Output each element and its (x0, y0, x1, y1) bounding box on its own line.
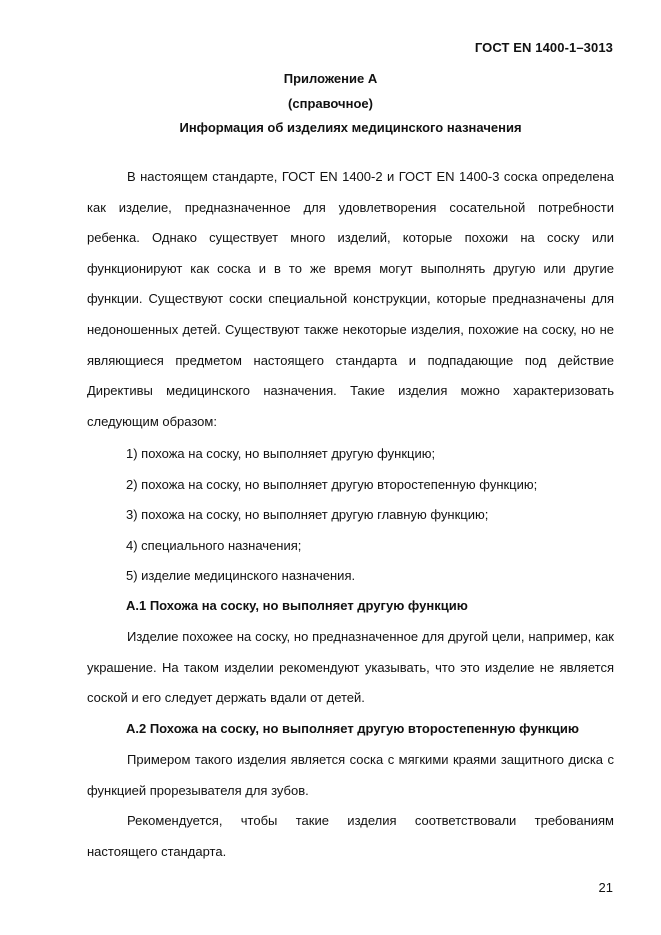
list-item: 4) специального назначения; (126, 538, 302, 553)
section-heading-a2: А.2 Похожа на соску, но выполняет другую второстепенную функцию (126, 721, 580, 736)
section-a2-paragraph-1: Примером такого изделия является соска с мягкими краями защитного диска с функцией прорезывателя для зубов. (87, 752, 614, 798)
annex-type: (справочное) (288, 96, 373, 111)
list-item: 2) похожа на соску, но выполняет другую второстепенную функцию; (126, 477, 538, 492)
section-a1-paragraph: Изделие похожее на соску, но предназначенное для другой цели, например, как украшение. На таком изделии рекомендуют указывать, что это изделие не является соской и его следует держать вдали от детей. (87, 629, 614, 706)
page-number: 21 (598, 880, 613, 895)
section-a2-paragraph-2: Рекомендуется, чтобы такие изделия соответствовали требованиям настоящего стандарта. (87, 813, 614, 859)
document-code: ГОСТ EN 1400-1–3013 (474, 40, 613, 55)
intro-paragraph: В настоящем стандарте, ГОСТ EN 1400-2 и ГОСТ EN 1400-3 соска определена как изделие, предназначенное для удовлетворения сосательной потребности ребенка. Однако существует много изделий, которые похожи на соску или функционируют как соска и в то же время могут выполнять другую или другие функции. Существуют соски специальной конструкции, которые предназначены для недоношенных детей. Существуют также некоторые изделия, похожие на соску, но не являющиеся предметом настоящего стандарта и подпадающие под действие Директивы медицинского назначения. Такие изделия можно характеризовать следующим образом: (87, 169, 614, 429)
list-item: 3) похожа на соску, но выполняет другую главную функцию; (126, 507, 489, 522)
annex-subject: Информация об изделиях медицинского назначения (179, 120, 522, 135)
annex-title: Приложение А (283, 71, 378, 86)
section-heading-a1: А.1 Похожа на соску, но выполняет другую функцию (126, 598, 468, 613)
list-item: 1) похожа на соску, но выполняет другую функцию; (126, 446, 436, 461)
list-item: 5) изделие медицинского назначения. (126, 568, 356, 583)
